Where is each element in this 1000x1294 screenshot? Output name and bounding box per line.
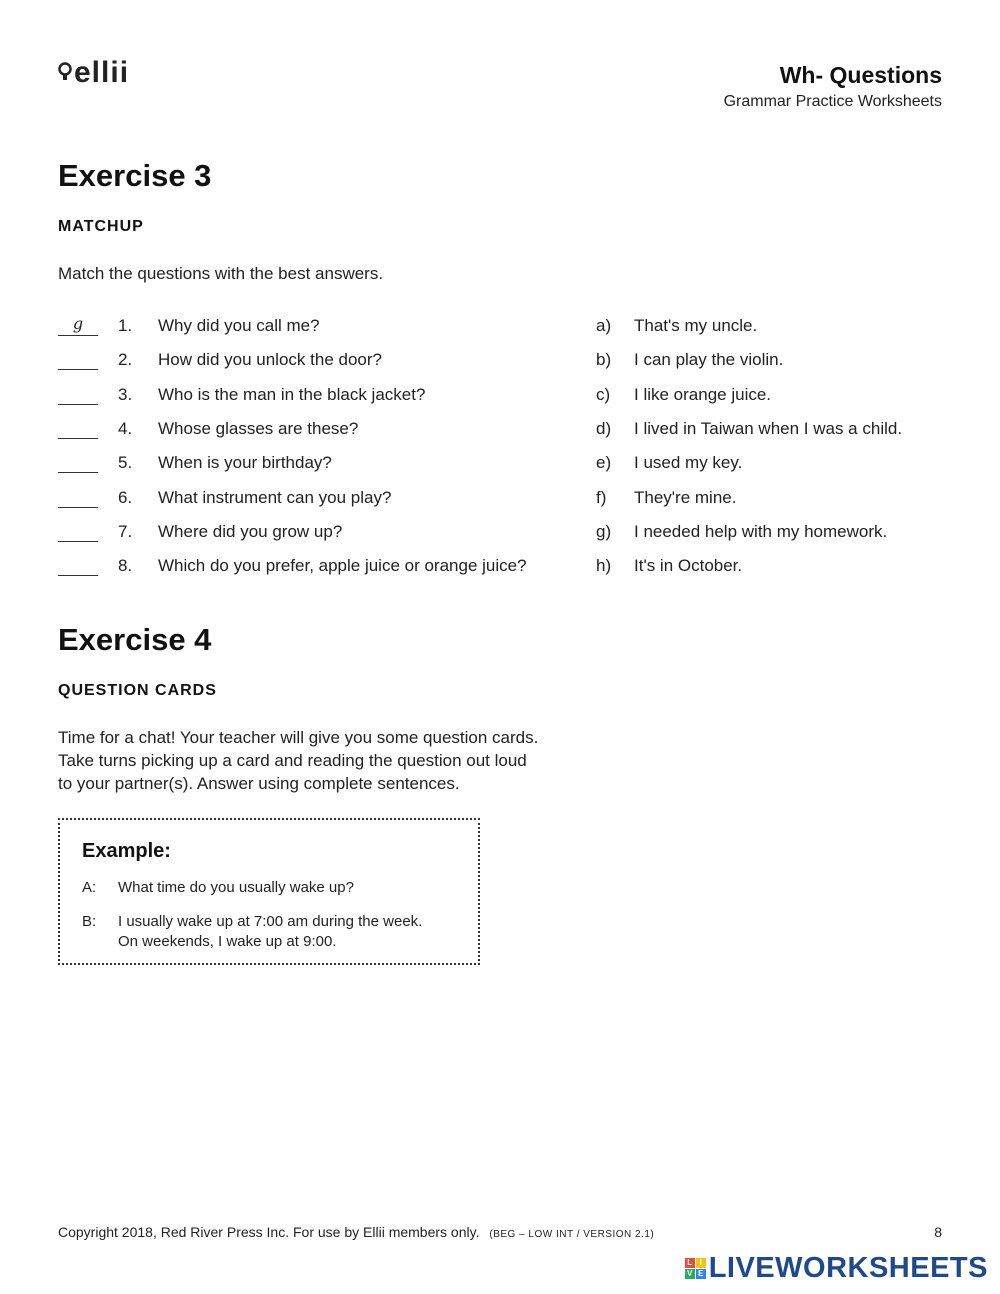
page-number: 8 <box>934 1224 942 1240</box>
answer-row <box>596 312 757 336</box>
answer-text: I like orange juice. <box>634 385 772 404</box>
answer-letter: h) <box>596 556 612 575</box>
question-row <box>58 346 382 370</box>
question-number: 8. <box>118 556 133 575</box>
question-text: When is your birthday? <box>158 453 332 472</box>
question-row <box>58 518 342 542</box>
question-number: 6. <box>118 488 133 507</box>
question-row <box>58 312 320 336</box>
example-a-text: What time do you usually wake up? <box>118 879 354 896</box>
answer-letter: c) <box>596 385 611 404</box>
question-row <box>58 449 332 473</box>
question-number: 4. <box>118 419 133 438</box>
worksheet-header <box>724 62 942 111</box>
answer-blank[interactable] <box>58 521 98 542</box>
answer-row <box>596 518 887 542</box>
answer-row <box>596 346 783 370</box>
instruction-line: Time for a chat! Your teacher will give you some question cards. <box>58 728 539 747</box>
question-number: 1. <box>118 316 133 335</box>
exercise3-subtitle: MATCHUP <box>58 218 144 235</box>
worksheet-title: Wh- Questions <box>779 62 942 88</box>
badge-letter: L <box>685 1258 695 1268</box>
liveworksheets-text: LIVEWORKSHEETS <box>708 1252 988 1284</box>
question-number: 7. <box>118 522 133 541</box>
instruction-line: Take turns picking up a card and reading the question out loud <box>58 751 527 770</box>
question-number: 5. <box>118 453 133 472</box>
answer-text: I lived in Taiwan when I was a child. <box>634 419 903 438</box>
answer-text: I used my key. <box>634 453 743 472</box>
answer-blank[interactable]: g <box>58 315 98 336</box>
exercise3-instruction: Match the questions with the best answers. <box>58 264 384 283</box>
exercise4-subtitle: QUESTION CARDS <box>58 682 217 699</box>
lightbulb-icon <box>58 61 72 85</box>
answer-row <box>596 415 902 439</box>
answer-row <box>596 484 736 508</box>
ellii-logo <box>58 56 129 90</box>
answer-row <box>596 552 742 576</box>
badge-letter: E <box>696 1269 706 1279</box>
example-box <box>58 818 480 965</box>
question-row <box>58 415 358 439</box>
example-label: Example: <box>82 840 171 862</box>
answer-text: They're mine. <box>634 488 737 507</box>
question-row <box>58 484 391 508</box>
badge-letter: V <box>685 1269 695 1279</box>
question-text: Why did you call me? <box>158 316 320 335</box>
answer-letter: d) <box>596 419 612 438</box>
speaker-a: A: <box>82 879 97 896</box>
answer-letter: e) <box>596 453 612 472</box>
question-text: What instrument can you play? <box>158 488 392 507</box>
answer-text: It's in October. <box>634 556 743 575</box>
answer-blank[interactable] <box>58 384 98 405</box>
answer-text: I needed help with my homework. <box>634 522 888 541</box>
question-row <box>58 552 527 576</box>
exercise4-instruction <box>58 726 538 795</box>
exercise3-title: Exercise 3 <box>58 158 212 193</box>
level-text: (BEG – LOW INT / VERSION 2.1) <box>489 1229 655 1240</box>
example-b-line1: I usually wake up at 7:00 am during the week. <box>118 913 423 930</box>
question-text: How did you unlock the door? <box>158 350 382 369</box>
example-line-a <box>82 878 354 898</box>
example-b-line2: On weekends, I wake up at 9:00. <box>118 933 337 950</box>
badge-letter: I <box>696 1258 706 1268</box>
answer-text: I can play the violin. <box>634 350 784 369</box>
answer-letter: f) <box>596 488 607 507</box>
exercise4-title: Exercise 4 <box>58 622 212 657</box>
question-text: Which do you prefer, apple juice or orange juice? <box>158 556 527 575</box>
worksheet-subtitle: Grammar Practice Worksheets <box>723 93 942 110</box>
answer-text: That's my uncle. <box>634 316 758 335</box>
copyright-text: Copyright 2018, Red River Press Inc. For use by Ellii members only. <box>58 1224 480 1240</box>
answer-letter: g) <box>596 522 612 541</box>
question-text: Who is the man in the black jacket? <box>158 385 426 404</box>
answer-row <box>596 381 771 405</box>
answer-blank[interactable] <box>58 349 98 370</box>
liveworksheets-badge-icon <box>685 1258 706 1279</box>
instruction-line: to your partner(s). Answer using complete sentences. <box>58 774 460 793</box>
answer-blank[interactable] <box>58 555 98 576</box>
answer-blank[interactable] <box>58 487 98 508</box>
question-number: 3. <box>118 385 133 404</box>
footer-copyright <box>58 1224 654 1240</box>
answer-letter: a) <box>596 316 612 335</box>
answer-letter: b) <box>596 350 612 369</box>
question-row <box>58 381 425 405</box>
question-number: 2. <box>118 350 133 369</box>
answer-row <box>596 449 742 473</box>
question-text: Whose glasses are these? <box>158 419 359 438</box>
liveworksheets-logo[interactable] <box>685 1252 988 1285</box>
answer-blank[interactable] <box>58 452 98 473</box>
logo-text: ellii <box>74 56 130 89</box>
question-text: Where did you grow up? <box>158 522 343 541</box>
example-line-b <box>82 912 422 952</box>
speaker-b: B: <box>82 913 97 930</box>
answer-blank[interactable] <box>58 418 98 439</box>
